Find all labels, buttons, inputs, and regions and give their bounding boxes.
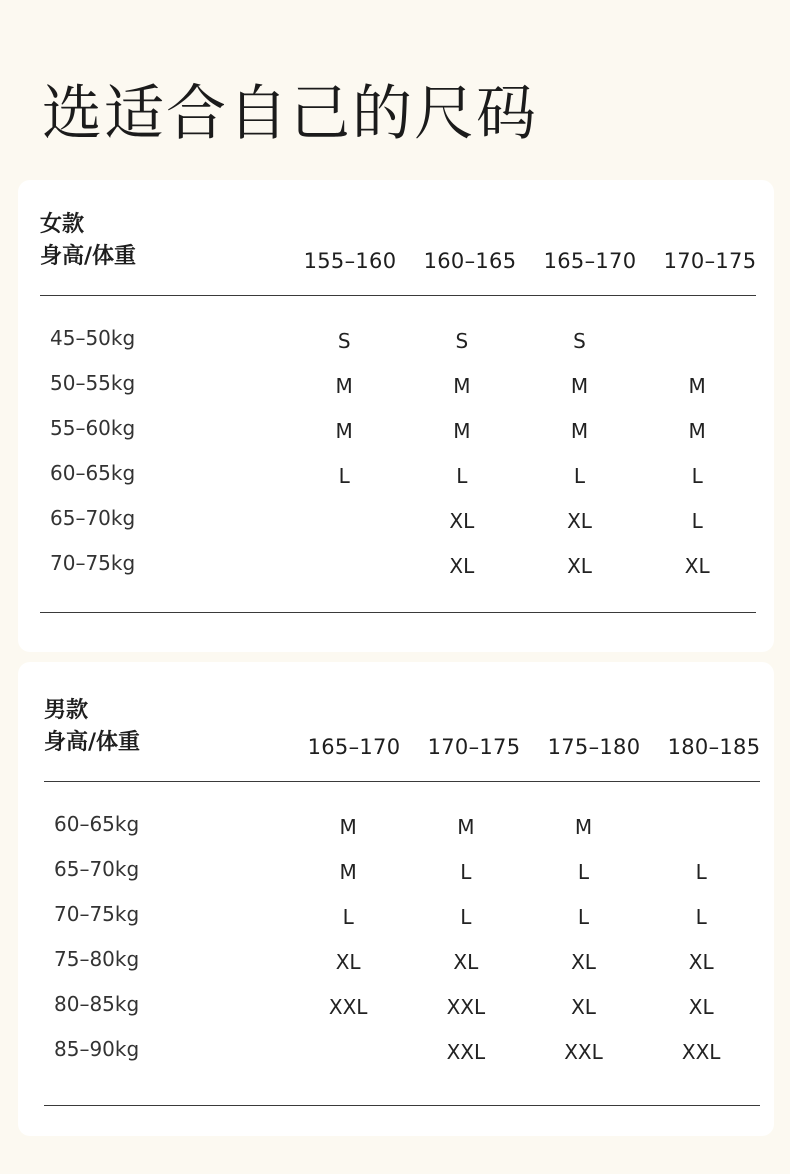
size-cell: M bbox=[453, 418, 471, 443]
size-cell: XL bbox=[449, 508, 475, 533]
size-cell: XL bbox=[571, 994, 596, 1019]
size-cell: M bbox=[339, 859, 357, 884]
size-cell: XXL bbox=[564, 1039, 603, 1064]
table-row bbox=[44, 849, 760, 894]
weight-label: 60–65kg bbox=[50, 460, 136, 485]
size-cell: M bbox=[339, 814, 357, 839]
size-cell: S bbox=[455, 328, 469, 353]
table-body bbox=[40, 296, 756, 613]
size-cell: M bbox=[688, 373, 706, 398]
height-header: 180–185 bbox=[667, 735, 761, 759]
size-cell: XL bbox=[684, 553, 710, 578]
size-cell: L bbox=[695, 904, 707, 929]
size-cell: XL bbox=[449, 553, 475, 578]
table-header bbox=[40, 210, 756, 296]
table-row bbox=[44, 939, 760, 984]
size-cell: L bbox=[695, 859, 707, 884]
table-row bbox=[44, 1029, 760, 1074]
table-body bbox=[44, 782, 760, 1106]
size-cell: M bbox=[453, 373, 471, 398]
size-cell: L bbox=[691, 463, 703, 488]
weight-label: 50–55kg bbox=[50, 370, 136, 395]
table-row bbox=[40, 363, 756, 408]
weight-label: 70–75kg bbox=[54, 901, 140, 926]
height-header: 175–180 bbox=[547, 735, 641, 759]
height-header: 165–170 bbox=[543, 249, 637, 273]
size-cell: L bbox=[577, 859, 590, 884]
size-cell: M bbox=[570, 373, 589, 398]
height-header: 170–175 bbox=[663, 249, 757, 273]
category-label: 女款 bbox=[40, 212, 85, 237]
category-label: 男款 bbox=[44, 698, 89, 723]
height-header: 165–170 bbox=[307, 735, 401, 759]
height-weight-caption: 身高/体重 bbox=[44, 730, 141, 755]
table-row bbox=[44, 984, 760, 1029]
size-cell: XL bbox=[567, 508, 592, 533]
size-cell: XXL bbox=[681, 1039, 721, 1064]
size-cell: L bbox=[338, 463, 350, 488]
size-cell: M bbox=[457, 814, 475, 839]
women-size-table bbox=[40, 210, 756, 613]
size-cell: L bbox=[577, 904, 590, 929]
weight-label: 55–60kg bbox=[50, 415, 136, 440]
size-cell: XXL bbox=[328, 994, 368, 1019]
size-cell: M bbox=[688, 418, 706, 443]
weight-label: 85–90kg bbox=[54, 1036, 140, 1061]
size-cell: L bbox=[573, 463, 586, 488]
table-row bbox=[40, 453, 756, 498]
size-cell: L bbox=[342, 904, 354, 929]
men-size-card bbox=[18, 662, 774, 1136]
size-cell: M bbox=[335, 373, 353, 398]
men-size-table bbox=[44, 696, 760, 1106]
women-size-card bbox=[18, 180, 774, 652]
size-cell: XXL bbox=[446, 994, 486, 1019]
height-headers bbox=[290, 246, 770, 276]
size-cell: XL bbox=[453, 949, 479, 974]
size-cell: XXL bbox=[446, 1039, 486, 1064]
size-cell: S bbox=[573, 328, 586, 353]
height-header: 160–165 bbox=[423, 249, 517, 273]
weight-label: 80–85kg bbox=[54, 991, 140, 1016]
height-header: 170–175 bbox=[427, 735, 521, 759]
weight-label: 65–70kg bbox=[54, 856, 140, 881]
size-cell: M bbox=[570, 418, 589, 443]
weight-label: 65–70kg bbox=[50, 505, 136, 530]
table-row bbox=[40, 543, 756, 588]
weight-label: 75–80kg bbox=[54, 946, 140, 971]
size-cell: XL bbox=[335, 949, 361, 974]
size-cell: L bbox=[460, 904, 472, 929]
size-cell: XL bbox=[567, 553, 592, 578]
weight-label: 70–75kg bbox=[50, 550, 136, 575]
size-cell: L bbox=[456, 463, 468, 488]
size-cell: XL bbox=[688, 949, 714, 974]
table-row bbox=[40, 408, 756, 453]
size-cell: XL bbox=[688, 994, 714, 1019]
table-row bbox=[44, 804, 760, 849]
height-header: 155–160 bbox=[303, 249, 397, 273]
height-weight-caption: 身高/体重 bbox=[40, 244, 137, 269]
table-header bbox=[44, 696, 760, 782]
table-row bbox=[44, 894, 760, 939]
weight-label: 45–50kg bbox=[50, 325, 136, 350]
height-headers bbox=[294, 732, 774, 762]
size-cell: L bbox=[691, 508, 703, 533]
page-title: 选适合自己的尺码 bbox=[42, 79, 538, 149]
weight-label: 60–65kg bbox=[54, 811, 140, 836]
table-row bbox=[40, 318, 756, 363]
size-cell: S bbox=[337, 328, 351, 353]
size-cell: M bbox=[335, 418, 353, 443]
size-cell: XL bbox=[571, 949, 596, 974]
size-cell: L bbox=[460, 859, 472, 884]
size-cell: M bbox=[574, 814, 593, 839]
table-row bbox=[40, 498, 756, 543]
